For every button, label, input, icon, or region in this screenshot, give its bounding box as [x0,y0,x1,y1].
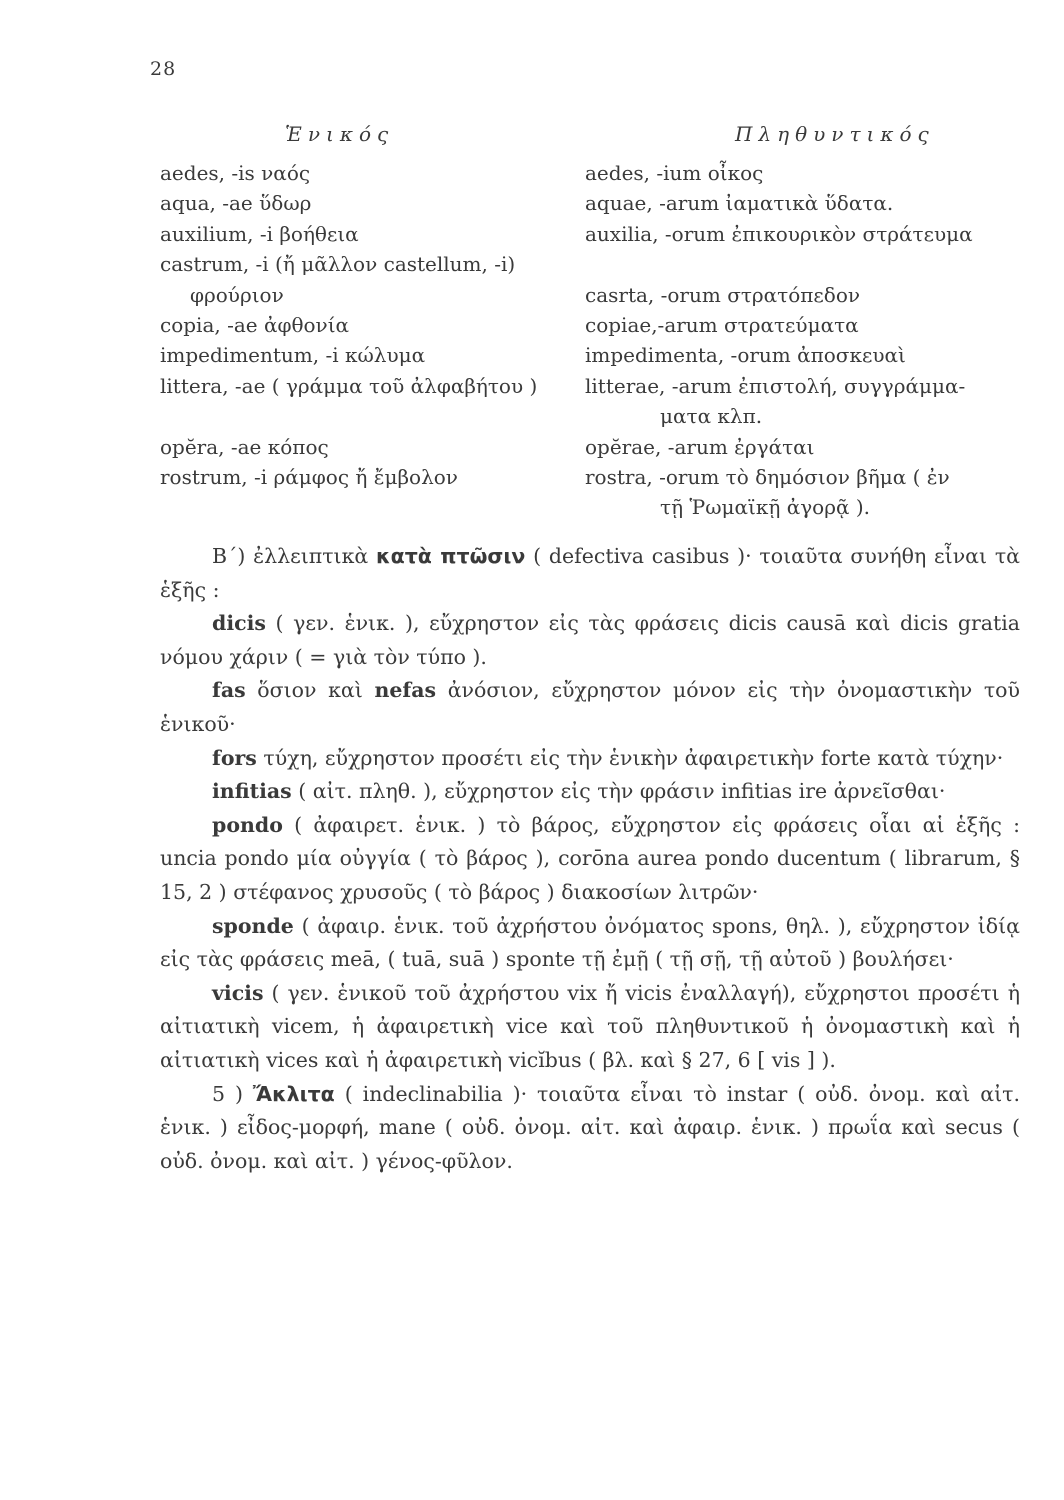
vocab-line: opĕrae, -arum ἐργάται [585,434,815,459]
paragraph-text: ( defectiva casibus )· τοιαῦτα συνήθη εἶναι τὰ ἑξῆς : [160,544,1021,602]
section-term: Ἄκλιτα [252,1081,335,1106]
vocab-line: littera, -ae ( γράμμα τοῦ ἀλφαβήτου ) [160,373,538,398]
vocab-line: aqua, -ae ὕδωρ [160,191,312,216]
section-term: κατὰ πτῶσιν [376,544,526,568]
vocab-line: ματα κλπ. [660,404,763,429]
entry-term: nefas [374,678,437,703]
paragraph-text: ( ἀφαιρ. ἑνικ. τοῦ ἀχρήστου ὀνόματος spons, θηλ. ), εὔχρηστον ἰδίᾳ εἰς τὰς φράσεις meā, ( tuā, suā ) sponte τῇ ἐμῇ ( τῇ σῇ, τῇ αὐτοῦ ) βουλήσει· [160,913,1020,972]
paragraph-sponde [160,910,1020,977]
vocab-line: aedes, -is ναός [160,161,311,185]
paragraph-infitias [160,775,1020,809]
vocab-line: τῇ Ῥωμαϊκῇ ἀγορᾷ ). [660,495,870,520]
paragraph-indeclinabilia [160,1078,1020,1179]
vocab-line: auxilium, -i βοήθεια [160,221,359,246]
paragraph-text: ἀνόσιον, εὔχρηστον μόνον εἰς τὴν ὀνομαστικὴν τοῦ ἑνικοῦ· [160,678,1020,736]
vocab-line: litterae, -arum ἐπιστολή, συγγράμμα- [585,373,966,398]
entry-term: dicis [212,611,266,636]
entry-term: sponde [212,913,294,938]
page-number: 28 [150,58,177,80]
entry-term: vicis [212,980,264,1005]
paragraph-dicis [160,607,1020,674]
paragraph-text: ( indeclinabilia )· τοιαῦτα εἶναι τὸ instar ( οὐδ. ὀνομ. καὶ αἰτ. ἑνικ. ) εἶδος-μορφή, mane ( οὐδ. ὀνομ. αἰτ. καὶ ἀφαιρ. ἑνικ. ) πρωΐα καὶ secus ( οὐδ. ὀνομ. καὶ αἰτ. ) γένος-φῦλον. [160,1081,1020,1173]
vocab-line: copia, -ae ἀφθονία [160,312,350,337]
paragraph-fors [160,742,1020,776]
vocab-line [585,249,1025,279]
singular-column [160,158,580,492]
paragraph-pondo [160,809,1020,910]
vocab-line: rostra, -orum τὸ δημόσιον βῆμα ( ἐν [585,464,950,489]
section-label: 5 ) [212,1081,243,1106]
singular-header: Ἑνικός [285,122,395,146]
plural-column [585,158,1025,523]
vocab-line: impedimentum, -i κώλυμα [160,343,426,368]
vocab-line: rostrum, -i ράμφος ἤ ἔμβολον [160,464,458,489]
paragraph-text: ( γεν. ἑνικοῦ τοῦ ἀχρήστου vix ἤ vicis ἐναλλαγή), εὔχρηστοι προσέτι ἡ αἰτιατικὴ vicem, ἡ ἀφαιρετικὴ vice καὶ τοῦ πληθυντικοῦ ἡ ὀνομαστικὴ καὶ ἡ αἰτιατικὴ vices καὶ ἡ ἀφαιρετικὴ vicĭbus ( βλ. καὶ § 27, 6 [ vis ] ). [160,980,1020,1072]
vocab-line: copiae,-arum στρατεύματα [585,312,859,337]
entry-term: fors [212,745,257,770]
paragraph-text: ( ἀφαιρετ. ἑνικ. ) τὸ βάρος, εὔχρηστον εἰς φράσεις οἷαι αἱ ἑξῆς : uncia pondo μία οὐγγία ( τὸ βάρος ), corōna aurea pondo ducentum ( librarum, § 15, 2 ) στέφανος χρυσοῦς ( τὸ βάρος ) διακοσίων λιτρῶν· [160,812,1020,904]
vocab-line [160,401,580,431]
vocab-line: φρούριον [190,282,284,307]
paragraph-text: ( αἰτ. πληθ. ), εὔχρηστον εἰς τὴν φράσιν infitias ire ἀρνεῖσθαι· [298,779,946,804]
paragraph-text: ὅσιον καὶ [257,678,363,703]
vocab-line: aquae, -arum ἰαματικὰ ὕδατα. [585,191,894,216]
vocab-line: castrum, -i (ἤ μᾶλλον castellum, -i) [160,252,516,277]
body-text [160,540,1020,1178]
plural-header: Πληθυντικός [735,122,935,146]
vocab-line: aedes, -ium οἶκος [585,161,764,185]
paragraph-text: ( γεν. ἑνικ. ), εὔχρηστον εἰς τὰς φράσεις dicis causā καὶ dicis gratia νόμου χάριν ( = γιὰ τὸν τύπο ). [160,611,1020,669]
section-label: Β΄) ἐλλειπτικὰ [212,544,369,568]
vocab-line: opĕra, -ae κόπος [160,434,329,459]
vocab-line: casrta, -orum στρατόπεδον [585,282,861,307]
entry-term: pondo [212,812,283,837]
paragraph-vicis [160,977,1020,1078]
paragraph-fas [160,674,1020,741]
vocab-line: impedimenta, -orum ἀποσκευαὶ [585,343,906,368]
entry-term: fas [212,678,246,703]
paragraph-defectiva [160,540,1020,607]
paragraph-text: τύχη, εὔχρηστον προσέτι εἰς τὴν ἑνικὴν ἀφαιρετικὴν forte κατὰ τύχην· [263,745,1004,770]
entry-term: infitias [212,779,292,804]
vocab-line: auxilia, -orum ἐπικουρικὸν στράτευμα [585,221,973,246]
